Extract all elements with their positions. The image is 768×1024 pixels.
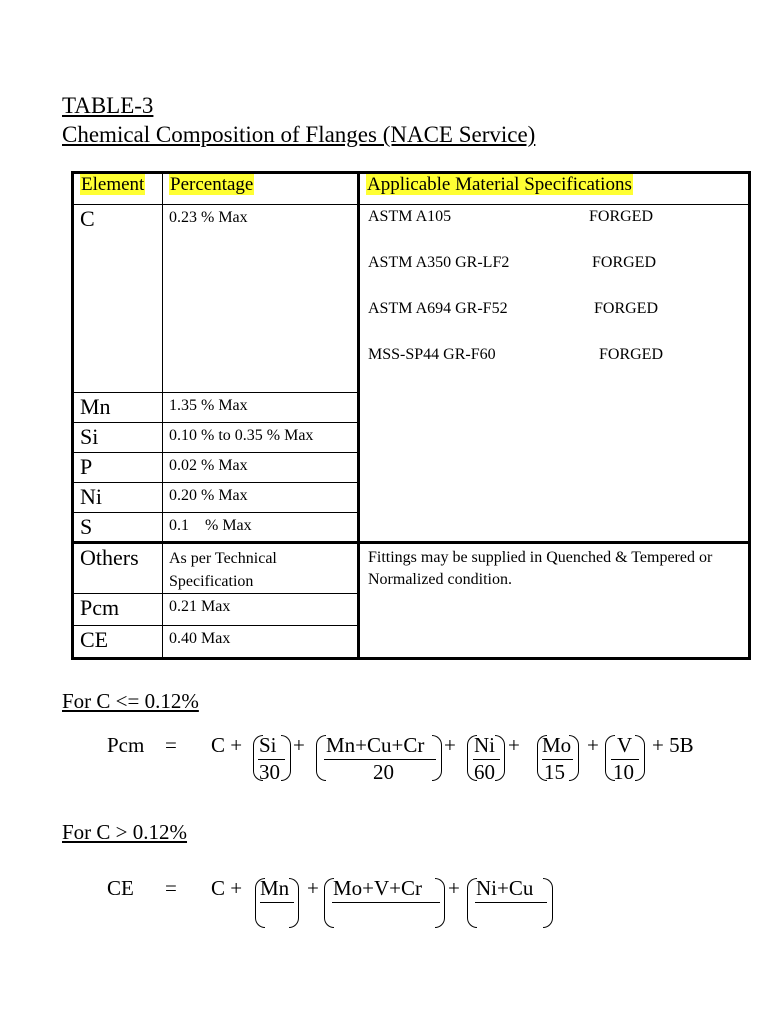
term-denominator: 10 — [613, 760, 634, 784]
fraction-bar — [332, 902, 440, 903]
spec-item: ASTM A694 GR-F52 FORGED — [368, 300, 659, 317]
table-row — [73, 205, 750, 393]
table-subtitle: Chemical Composition of Flanges (NACE Service) — [62, 122, 536, 147]
header-specifications: Applicable Material Specifications — [359, 173, 750, 205]
ce-lhs: CE — [107, 876, 134, 900]
spec-item: ASTM A350 GR-LF2 FORGED — [368, 254, 657, 271]
term-numerator: Mn+Cu+Cr — [326, 733, 425, 757]
element-cell: Si — [73, 422, 163, 452]
term-denominator: 20 — [373, 760, 394, 784]
paren-right — [289, 878, 299, 928]
plus-sign: + — [448, 876, 460, 900]
term-numerator: Mn — [260, 876, 290, 900]
percentage-cell: As per Technical Specification — [163, 543, 359, 594]
header-element: Element — [73, 173, 163, 205]
percentage-cell: 0.1 % Max — [163, 512, 359, 542]
term-numerator: Ni+Cu — [476, 876, 534, 900]
table-header-row — [73, 173, 750, 205]
ce-condition: For C > 0.12% — [62, 820, 188, 844]
term-numerator: Mo+V+Cr — [333, 876, 423, 900]
percentage-cell: 0.20 % Max — [163, 482, 359, 512]
header-percentage: Percentage — [163, 173, 359, 205]
note-cell: Fittings may be supplied in Quenched & Tempered or Normalized condition. — [359, 543, 750, 659]
element-cell: Ni — [73, 482, 163, 512]
plus-sign: + — [587, 733, 599, 757]
percentage-cell: 1.35 % Max — [163, 392, 359, 422]
spec-item: ASTM A105 FORGED — [368, 208, 654, 225]
paren-right — [281, 735, 291, 781]
element-cell: Pcm — [73, 594, 163, 626]
plus-sign: + — [307, 876, 319, 900]
percentage-cell: 0.40 Max — [163, 626, 359, 659]
paren-right — [635, 735, 645, 781]
paren-right — [432, 735, 442, 781]
plus-sign: + — [508, 733, 520, 757]
percentage-cell: 0.10 % to 0.35 % Max — [163, 422, 359, 452]
composition-table — [71, 171, 751, 660]
element-cell: P — [73, 452, 163, 482]
term-denominator: 15 — [544, 760, 565, 784]
paren-right — [543, 878, 553, 928]
element-cell: Others — [73, 543, 163, 594]
plus-sign: + — [293, 733, 305, 757]
fraction-bar — [475, 902, 547, 903]
paren-left — [316, 735, 326, 781]
specifications-cell — [359, 205, 750, 543]
term-denominator: 60 — [474, 760, 495, 784]
term-denominator: 30 — [259, 760, 280, 784]
equals-sign: = — [165, 876, 177, 900]
term-numerator: Ni — [474, 733, 495, 757]
paren-right — [569, 735, 579, 781]
term-numerator: V — [617, 733, 633, 757]
spec-item: MSS-SP44 GR-F60 FORGED — [368, 346, 664, 363]
percentage-cell: 0.21 Max — [163, 594, 359, 626]
element-cell: S — [73, 512, 163, 542]
table-row — [73, 543, 750, 594]
pcm-condition: For C <= 0.12% — [62, 689, 199, 713]
equals-sign: = — [165, 733, 177, 757]
term-numerator: Mo — [542, 733, 572, 757]
percentage-cell: 0.02 % Max — [163, 452, 359, 482]
percentage-cell: 0.23 % Max — [163, 205, 359, 393]
paren-right — [495, 735, 505, 781]
term-numerator: Si — [259, 733, 277, 757]
element-cell: C — [73, 205, 163, 393]
pcm-lhs: Pcm — [107, 733, 145, 757]
c-plus: C + — [211, 733, 243, 757]
table-title: TABLE-3 — [62, 93, 154, 118]
element-cell: Mn — [73, 392, 163, 422]
paren-right — [435, 878, 445, 928]
plus-sign: + — [444, 733, 456, 757]
element-cell: CE — [73, 626, 163, 659]
formula-tail: + 5B — [652, 733, 694, 757]
c-plus: C + — [211, 876, 243, 900]
